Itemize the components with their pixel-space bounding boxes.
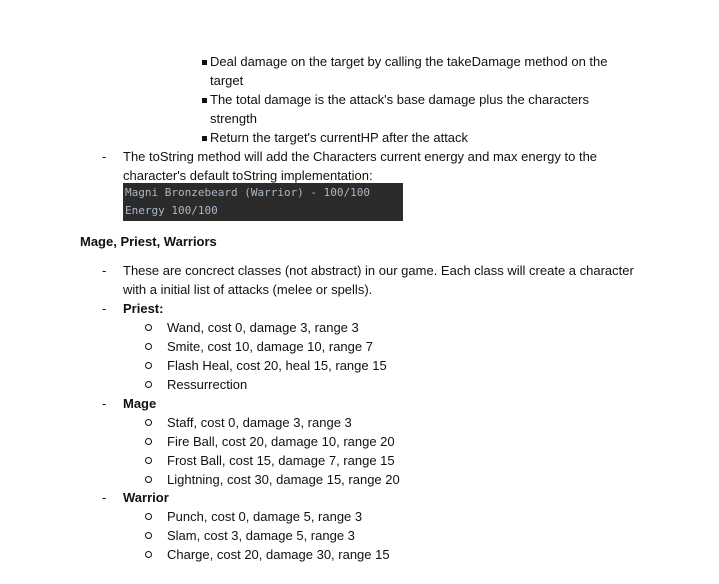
attack-item: Charge, cost 20, damage 30, range 15 bbox=[167, 547, 390, 562]
dash-bullet: - bbox=[102, 301, 107, 316]
square-bullet-icon bbox=[202, 136, 207, 141]
circle-bullet-icon bbox=[145, 362, 152, 369]
code-line: Magni Bronzebeard (Warrior) - 100/100 bbox=[125, 186, 371, 199]
attack-item: Wand, cost 0, damage 3, range 3 bbox=[167, 320, 359, 335]
bullet-text: Return the target's currentHP after the attack bbox=[210, 130, 469, 145]
attack-item: Frost Ball, cost 15, damage 7, range 15 bbox=[167, 453, 395, 468]
dash-bullet: - bbox=[102, 490, 107, 505]
circle-bullet-icon bbox=[145, 457, 152, 464]
bullet-text: Deal damage on the target by calling the takeDamage method on the bbox=[210, 54, 608, 69]
circle-bullet-icon bbox=[145, 513, 152, 520]
dash-bullet: - bbox=[102, 396, 107, 411]
bullet-text: The total damage is the attack's base damage plus the characters bbox=[210, 92, 589, 107]
circle-bullet-icon bbox=[145, 476, 152, 483]
bullet-text: strength bbox=[210, 111, 257, 126]
circle-bullet-icon bbox=[145, 532, 152, 539]
code-block bbox=[123, 183, 403, 221]
class-name-mage: Mage bbox=[123, 396, 157, 411]
attack-item: Smite, cost 10, damage 10, range 7 bbox=[167, 339, 373, 354]
class-name-priest: Priest: bbox=[123, 301, 164, 316]
intro-text: with a initial list of attacks (melee or spells). bbox=[123, 282, 373, 297]
attack-item: Slam, cost 3, damage 5, range 3 bbox=[167, 528, 355, 543]
square-bullet-icon bbox=[202, 60, 207, 65]
attack-item: Flash Heal, cost 20, heal 15, range 15 bbox=[167, 358, 387, 373]
circle-bullet-icon bbox=[145, 419, 152, 426]
tostring-text: character's default toString implementation: bbox=[123, 168, 373, 183]
circle-bullet-icon bbox=[145, 551, 152, 558]
dash-bullet: - bbox=[102, 149, 107, 164]
square-bullet-icon bbox=[202, 98, 207, 103]
circle-bullet-icon bbox=[145, 381, 152, 388]
attack-item: Lightning, cost 30, damage 15, range 20 bbox=[167, 472, 400, 487]
bullet-text: target bbox=[210, 73, 244, 88]
attack-item: Staff, cost 0, damage 3, range 3 bbox=[167, 415, 352, 430]
dash-bullet: - bbox=[102, 263, 107, 278]
circle-bullet-icon bbox=[145, 324, 152, 331]
code-line: Energy 100/100 bbox=[125, 204, 218, 217]
tostring-text: The toString method will add the Characters current energy and max energy to the bbox=[123, 149, 598, 164]
class-name-warrior: Warrior bbox=[123, 490, 169, 505]
section-heading: Mage, Priest, Warriors bbox=[80, 234, 217, 249]
attack-item: Ressurrection bbox=[167, 377, 248, 392]
circle-bullet-icon bbox=[145, 343, 152, 350]
attack-item: Fire Ball, cost 20, damage 10, range 20 bbox=[167, 434, 395, 449]
circle-bullet-icon bbox=[145, 438, 152, 445]
attack-item: Punch, cost 0, damage 5, range 3 bbox=[167, 509, 363, 524]
intro-text: These are concrect classes (not abstract) in our game. Each class will create a character bbox=[123, 263, 634, 278]
